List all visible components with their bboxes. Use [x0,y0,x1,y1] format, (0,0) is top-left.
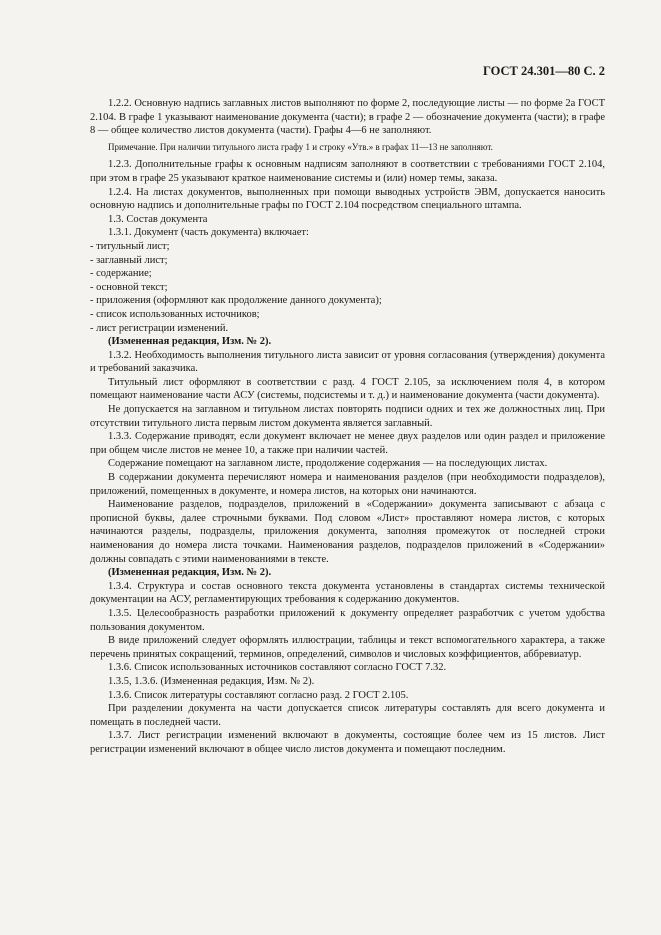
paragraph: 1.3.1. Документ (часть документа) включает: [108,227,309,239]
list-item: - содержание; [90,268,152,280]
paragraph: 1.3.2. Необходимость выполнения титульного листа зависит от уровня согласования (утверждения) документа и требований заказчика. [90,349,605,375]
list-item: - лист регистрации изменений. [90,322,229,334]
paragraph: 1.3.5, 1.3.6. (Измененная редакция, Изм. № 2). [108,675,315,687]
paragraph: Титульный лист оформляют в соответствии с разд. 4 ГОСТ 2.105, за исключением поля 4, в котором помещают наименование части АСУ (системы, подсистемы и т. д.) и наименование документа (части документа). [90,376,605,402]
paragraph: 1.2.3. Дополнительные графы к основным надписям заполняют в соответствии с требованиями ГОСТ 2.104, при этом в графе 25 указывают краткое наименование системы и (или) номер темы, заказа. [90,159,605,184]
paragraph: 1.3.6. Список использованных источников составляют согласно ГОСТ 7.32. [108,662,447,674]
list-item: - основной текст; [90,281,168,293]
paragraph: В виде приложений следует оформлять иллюстрации, таблицы и текст вспомогательного характера, а также перечень принятых сокращений, терминов, определений, символов и числовых коэффициентов, аббревиатур. [90,635,605,660]
paragraph: 1.3.7. Лист регистрации изменений включают в документы, состоящие более чем из 15 листов. Лист регистрации изменений включают в общее число листов документа и помещают последним. [90,730,605,755]
paragraph: (Измененная редакция, Изм. № 2). [108,336,272,348]
paragraph: Не допускается на заглавном и титульном листах повторять подписи одних и тех же должностных лиц. При отсутствии титульного листа первым листом документа является заглавный. [90,404,605,429]
paragraph: 1.3. Состав документа [108,213,208,225]
paragraph: 1.2.4. На листах документов, выполненных при помощи выводных устройств ЭВМ, допускается наносить основную надпись и дополнительные графы по ГОСТ 2.104 посредством специального штампа. [90,186,605,212]
paragraph: 1.3.5. Целесообразность разработки приложений к документу определяет разработчик с учетом удобства пользования документом. [90,607,605,633]
paragraph: 1.3.6. Список литературы составляют согласно разд. 2 ГОСТ 2.105. [108,689,409,701]
paragraph: Содержание помещают на заглавном листе, продолжение содержания — на последующих листах. [108,458,548,470]
paragraph: При разделении документа на части допускается список литературы составлять для всего документа и помещать в последней части. [90,703,605,728]
note-paragraph: Примечание. При наличии титульного листа графу 1 и строку «Утв.» в графах 11—13 не заполняют. [108,141,493,152]
document-body [90,97,605,757]
paragraph: В содержании документа перечисляют номера и наименования разделов (при необходимости подразделов), приложений, помещенных в документе, и номера листов, на которых они начинаются. [90,472,605,497]
paragraph: 1.2.2. Основную надпись заглавных листов выполняют по форме 2, последующие листы — по форме 2а ГОСТ 2.104. В графе 1 указывают наименование документа (части); в графе 2 — обозначение документа (части); в графе 8 — общее количество листов документа (части). Графы 4—6 не заполняют. [90,98,605,137]
page-header: ГОСТ 24.301—80 С. 2 [482,64,605,78]
list-item: - титульный лист; [90,240,170,252]
paragraph: (Измененная редакция, Изм. № 2). [108,567,272,579]
paragraph: 1.3.4. Структура и состав основного текста документа установлены в стандартах системы технической документации на АСУ, регламентирующих требования к содержанию документов. [90,580,605,606]
paragraph: 1.3.3. Содержание приводят, если документ включает не менее двух разделов или один раздел и приложение при общем числе листов не менее 10, а также при наличии частей. [90,431,605,456]
list-item: - заглавный лист; [90,254,168,266]
paragraph: Наименование разделов, подразделов, приложений в «Содержании» документа записывают с абзаца с прописной буквы, далее строчными буквами. Под словом «Лист» проставляют номера листов, с которых начинаются разделы, подразделы, приложения документа, заполняя промежуток от последней строки наименования до номера листа точками. Наименования разделов, подразделов приложений в «Содержании» должны совпадать с этими наименованиями в тексте. [90,499,605,565]
list-item: - приложения (оформляют как продолжение данного документа); [90,295,382,307]
list-item: - список использованных источников; [90,308,260,320]
